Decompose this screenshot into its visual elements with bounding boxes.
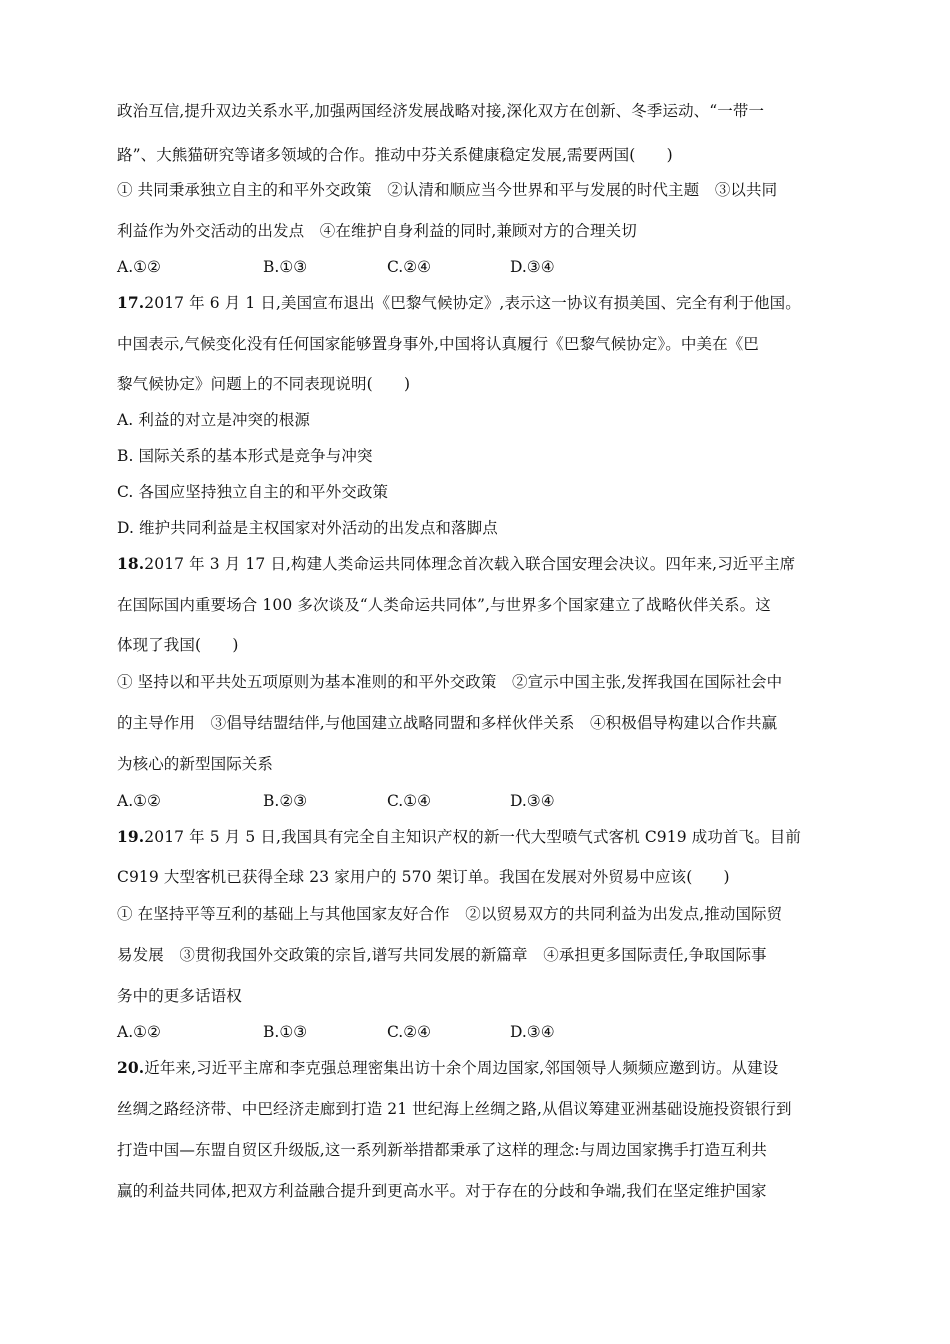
q19-item-line: ① 在坚持平等互利的基础上与其他国家友好合作 ②以贸易双方的共同利益为出发点,推动国际贸 <box>117 905 783 923</box>
q18-option-a[interactable]: A.①② <box>117 792 161 810</box>
q19-item-line: 务中的更多话语权 <box>117 987 242 1005</box>
q19-stem-line: 19.2017 年 5 月 5 日,我国具有完全自主知识产权的新一代大型喷气式客机 C919 成功首飞。目前 <box>117 827 801 846</box>
q16-options <box>117 257 817 277</box>
q17-option-b[interactable]: B. 国际关系的基本形式是竞争与冲突 <box>117 447 373 465</box>
q18-stem-line: 18.2017 年 3 月 17 日,构建人类命运共同体理念首次载入联合国安理会决议。四年来,习近平主席 <box>117 554 796 573</box>
q16-option-b[interactable]: B.①③ <box>263 258 308 276</box>
q18-options <box>117 791 817 811</box>
q19-options <box>117 1022 817 1042</box>
q18-item-line: 的主导作用 ③倡导结盟结伴,与他国建立战略同盟和多样伙伴关系 ④积极倡导构建以合作共赢 <box>117 714 778 732</box>
q16-item-line: ① 共同秉承独立自主的和平外交政策 ②认清和顺应当今世界和平与发展的时代主题 ③以共同 <box>117 181 778 199</box>
q18-option-d[interactable]: D.③④ <box>510 792 555 810</box>
q20-stem-line: 20.近年来,习近平主席和李克强总理密集出访十余个周边国家,邻国领导人频频应邀到访。从建设 <box>117 1058 779 1077</box>
q18-number: 18. <box>117 554 145 573</box>
q19-option-b[interactable]: B.①③ <box>263 1023 308 1041</box>
q17-stem-line: 中国表示,气候变化没有任何国家能够置身事外,中国将认真履行《巴黎气候协定》。中美在《巴 <box>117 335 759 353</box>
q19-item-line: 易发展 ③贯彻我国外交政策的宗旨,谱写共同发展的新篇章 ④承担更多国际责任,争取国际事 <box>117 946 767 964</box>
q17-stem-line: 黎气候协定》问题上的不同表现说明( ) <box>117 375 411 393</box>
q16-option-c[interactable]: C.②④ <box>387 258 432 276</box>
q17-number: 17. <box>117 293 145 312</box>
q18-stem-line: 体现了我国( ) <box>117 636 239 654</box>
q16-stem-line: 路”、大熊猫研究等诸多领域的合作。推动中芬关系健康稳定发展,需要两国( ) <box>117 146 673 164</box>
q18-stem-line: 在国际国内重要场合 100 多次谈及“人类命运共同体”,与世界多个国家建立了战略伙伴关系。这 <box>117 596 771 614</box>
q17-stem-line: 17.2017 年 6 月 1 日,美国宣布退出《巴黎气候协定》,表示这一协议有损美国、完全有利于他国。 <box>117 293 801 312</box>
q18-option-b[interactable]: B.②③ <box>263 792 308 810</box>
q19-option-c[interactable]: C.②④ <box>387 1023 432 1041</box>
q17-option-d[interactable]: D. 维护共同利益是主权国家对外活动的出发点和落脚点 <box>117 519 498 537</box>
q19-number: 19. <box>117 827 145 846</box>
q18-item-line: ① 坚持以和平共处五项原则为基本准则的和平外交政策 ②宣示中国主张,发挥我国在国际社会中 <box>117 673 783 691</box>
q16-item-line: 利益作为外交活动的出发点 ④在维护自身利益的同时,兼顾对方的合理关切 <box>117 222 637 240</box>
q18-item-line: 为核心的新型国际关系 <box>117 755 274 773</box>
q19-option-a[interactable]: A.①② <box>117 1023 161 1041</box>
q20-stem-line: 打造中国—东盟自贸区升级版,这一系列新举措都秉承了这样的理念:与周边国家携手打造互利共 <box>117 1141 767 1159</box>
q16-option-a[interactable]: A.①② <box>117 258 161 276</box>
q17-option-c[interactable]: C. 各国应坚持独立自主的和平外交政策 <box>117 483 389 501</box>
q19-option-d[interactable]: D.③④ <box>510 1023 555 1041</box>
q17-option-a[interactable]: A. 利益的对立是冲突的根源 <box>117 411 310 429</box>
q16-option-d[interactable]: D.③④ <box>510 258 555 276</box>
q20-number: 20. <box>117 1058 145 1077</box>
q16-stem-line: 政治互信,提升双边关系水平,加强两国经济发展战略对接,深化双方在创新、冬季运动、“一带一 <box>117 102 765 120</box>
q20-stem-line: 丝绸之路经济带、中巴经济走廊到打造 21 世纪海上丝绸之路,从倡议筹建亚洲基础设施投资银行到 <box>117 1100 792 1118</box>
q18-option-c[interactable]: C.①④ <box>387 792 432 810</box>
q20-stem-line: 赢的利益共同体,把双方利益融合提升到更高水平。对于存在的分歧和争端,我们在坚定维护国家 <box>117 1182 767 1200</box>
q19-stem-line: C919 大型客机已获得全球 23 家用户的 570 架订单。我国在发展对外贸易中应该( ) <box>117 868 730 886</box>
